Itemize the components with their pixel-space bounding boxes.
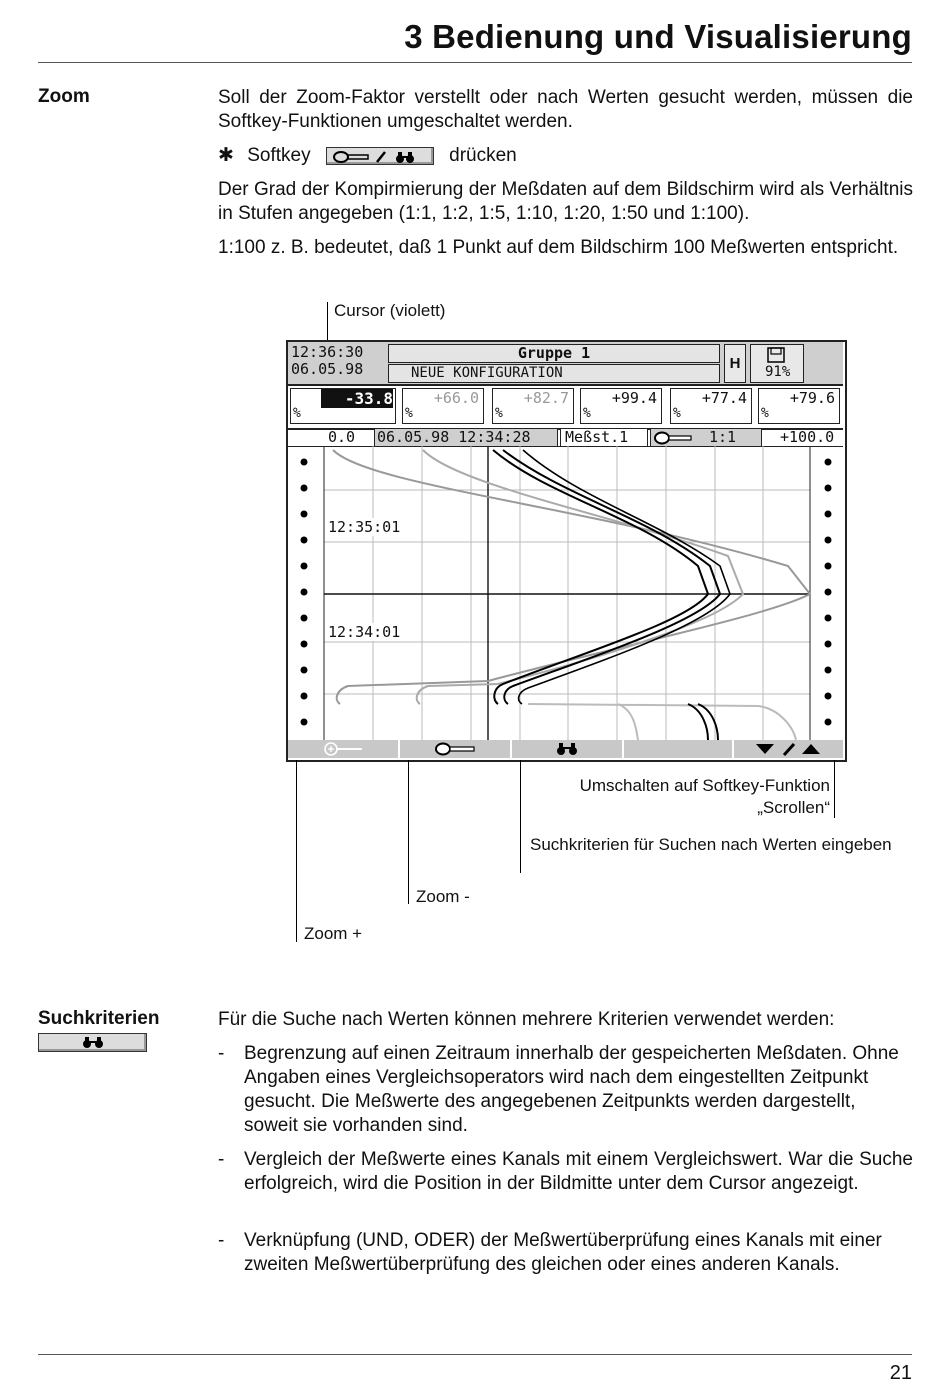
zoom-ratio: 1:1 <box>709 428 737 446</box>
channel-value-5 <box>670 388 752 424</box>
cursor-datetime: 06.05.98 12:34:28 <box>377 428 531 446</box>
zoom-plus-icon <box>322 742 364 756</box>
memory-percent: 91% <box>765 364 791 380</box>
channel-value-1-text: -33.8 <box>321 389 393 408</box>
channel-value-3 <box>492 388 574 424</box>
binoculars-icon <box>556 742 578 756</box>
softkey-scroll[interactable] <box>734 740 843 758</box>
channel-value-3-text: +82.7 <box>523 389 569 407</box>
search-list-item <box>218 1229 913 1277</box>
list-dash: - <box>218 1043 225 1064</box>
scroll-arrows-icon <box>756 742 828 756</box>
channel-value-2 <box>402 388 484 424</box>
group-title: Gruppe 1 <box>517 344 591 362</box>
softkey-zoom-search-icon <box>326 147 434 165</box>
softkey-zoom-plus[interactable] <box>288 740 400 758</box>
search-criterion-1: Begrenzung auf einen Zeitraum innerhalb der gespeicherten Meßdaten. Ohne Angaben eines Vergleichsoperators wird nach dem eingestellten Zeitpunkt gesucht. Die Meßwerte des angegebenen Zeitpunkts werden dargestellt, soweit sie vorhanden sind. <box>244 1043 899 1136</box>
channel-value-6 <box>758 388 840 424</box>
star-bullet: ✱ <box>218 145 234 166</box>
binoculars-icon <box>81 1036 105 1049</box>
search-annotation: Suchkriterien für Suchen nach Werten eingeben <box>530 835 892 854</box>
time-date-block <box>291 344 363 378</box>
time-mark-1: 12:35:01 <box>328 518 401 536</box>
group-title-box <box>388 344 720 363</box>
zoom-step <box>218 144 913 168</box>
channel-value-1 <box>290 388 396 424</box>
step-softkey-label: Softkey <box>247 145 311 166</box>
unit-3: % <box>495 406 503 421</box>
header-rule <box>38 62 912 63</box>
softkey-search[interactable] <box>512 740 624 758</box>
page-number: 21 <box>889 1362 912 1384</box>
scale-max: +100.0 <box>780 428 835 446</box>
scale-min: 0.0 <box>328 428 356 446</box>
search-section-label: Suchkriterien <box>38 1008 160 1029</box>
step-press-label: drücken <box>449 145 517 166</box>
search-criterion-3: Verknüpfung (UND, ODER) der Meßwertüberprüfung eines Kanals mit einer zweiten Meßwertüberprüfung des gleichen oder eines anderen Kanals. <box>244 1230 882 1275</box>
unit-6: % <box>761 406 769 421</box>
scroll-annotation: Umschalten auf Softkey-Funktion „Scrollen“ <box>579 776 830 817</box>
trend-chart <box>288 446 843 740</box>
unit-2: % <box>405 406 413 421</box>
page-title: 3 Bedienung und Visualisierung <box>404 18 912 55</box>
time-mark-2: 12:34:01 <box>328 623 401 641</box>
channel-value-2-text: +66.0 <box>433 389 479 407</box>
zoom-minus-icon <box>434 742 476 756</box>
floppy-icon <box>767 347 785 363</box>
search-leader <box>520 760 521 873</box>
h-badge: H <box>724 344 746 383</box>
measure-point: Meßst.1 <box>565 428 629 446</box>
date-readout: 06.05.98 <box>291 360 364 378</box>
zoom-minus-leader <box>408 760 409 904</box>
zoom-ratio-box <box>650 428 762 447</box>
list-dash: - <box>218 1230 225 1251</box>
config-name: NEUE KONFIGURATION <box>411 365 563 381</box>
cursor-datetime-box <box>374 428 558 447</box>
cursor-annotation: Cursor (violett) <box>334 301 446 320</box>
channel-value-5-text: +77.4 <box>701 389 747 407</box>
search-criterion-2: Vergleich der Meßwerte eines Kanals mit einem Vergleichswert. War die Suche erfolgreich, wird die Position in der Bildmitte unter dem Cursor angezeigt. <box>244 1149 913 1194</box>
channel-value-4-text: +99.4 <box>611 389 657 407</box>
zoom-plus-annotation: Zoom + <box>304 924 363 943</box>
list-dash: - <box>218 1149 225 1170</box>
unit-5: % <box>673 406 681 421</box>
zoom-minus-annotation: Zoom - <box>416 887 470 906</box>
channel-value-6-text: +79.6 <box>789 389 835 407</box>
zoom-paragraph-3: 1:100 z. B. bedeutet, daß 1 Punkt auf dem Bildschirm 100 Meßwerten entspricht. <box>218 237 899 258</box>
search-list-item <box>218 1148 913 1196</box>
channel-value-4 <box>580 388 662 424</box>
time-readout: 12:36:30 <box>291 343 364 361</box>
unit-1: % <box>293 406 301 421</box>
zoom-plus-leader <box>296 760 297 942</box>
footer-rule <box>38 1354 912 1355</box>
zoom-paragraph-1: Soll der Zoom-Faktor verstellt oder nach Werten gesucht werden, müssen die Softkey-Funktionen umgeschaltet werden. <box>218 87 913 132</box>
device-screen <box>286 340 847 762</box>
measure-point-box <box>560 428 648 447</box>
memory-indicator <box>750 344 804 383</box>
unit-4: % <box>583 406 591 421</box>
config-name-box <box>388 364 720 383</box>
zoom-section-label: Zoom <box>38 86 90 107</box>
softkey-zoom-minus[interactable] <box>400 740 512 758</box>
softkey-empty[interactable] <box>624 740 734 758</box>
search-softkey-sample <box>38 1033 147 1052</box>
search-list-item <box>218 1042 913 1138</box>
zoom-indicator-icon <box>653 431 695 445</box>
zoom-paragraph-2: Der Grad der Kompirmierung der Meßdaten auf dem Bildschirm wird als Verhältnis in Stufen angegeben (1:1, 1:2, 1:5, 1:10, 1:20, 1:50 und 1:100). <box>218 179 913 224</box>
scroll-leader <box>834 760 835 818</box>
search-intro: Für die Suche nach Werten können mehrere Kriterien verwendet werden: <box>218 1009 835 1030</box>
